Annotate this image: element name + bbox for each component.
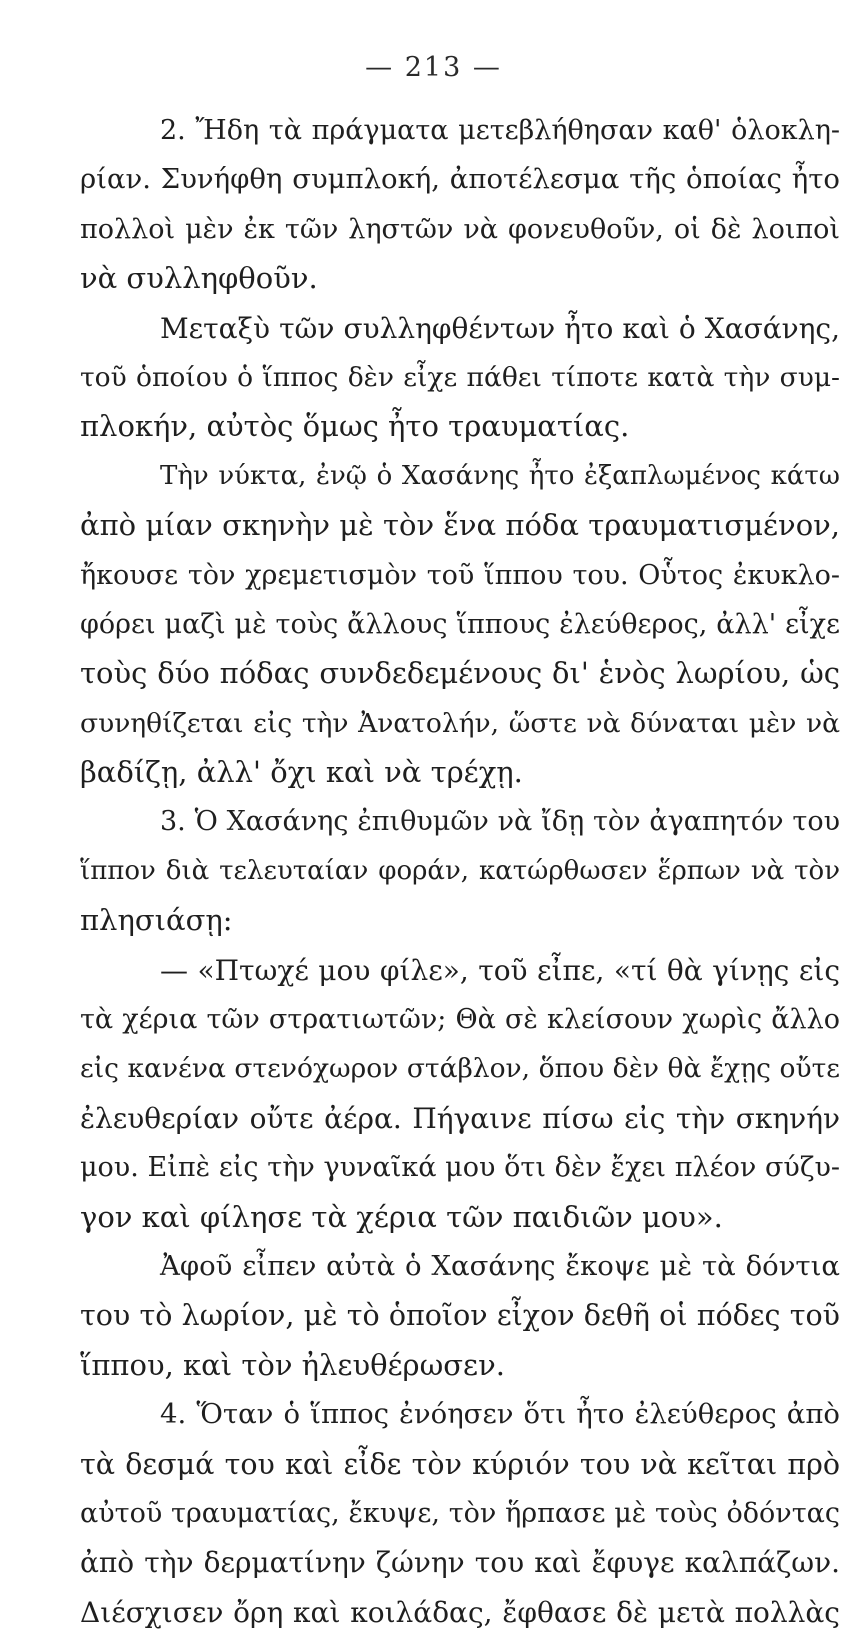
text-line: ρίαν. Συνήφθη συμπλοκή, ἀποτέλεσμα τῆς ὁποίας ἦτο [80, 163, 840, 196]
text-line: πλησιάσῃ: [80, 903, 233, 938]
text-line: νὰ συλληφθοῦν. [80, 261, 318, 296]
text-line: συνηθίζεται εἰς τὴν Ἀνατολήν, ὥστε νὰ δύναται μὲν νὰ [80, 707, 840, 739]
body-text [80, 106, 840, 1637]
text-line: μου. Εἰπὲ εἰς τὴν γυναῖκά μου ὅτι δὲν ἔχει πλέον σύζυ- [80, 1152, 840, 1184]
text-line: γον καὶ φίλησε τὰ χέρια τῶν παιδιῶν μου». [80, 1199, 723, 1234]
text-line: 2. Ἤδη τὰ πράγματα μετεβλήθησαν καθ' ὁλοκλη- [160, 115, 840, 146]
text-line: ἵππου, καὶ τὸν ἠλευθέρωσεν. [80, 1347, 505, 1382]
text-line: 3. Ὁ Χασάνης ἐπιθυμῶν νὰ ἴδῃ τὸν ἀγαπητόν του [160, 806, 840, 838]
text-line: βαδίζῃ, ἀλλ' ὄχι καὶ νὰ τρέχῃ. [80, 755, 523, 790]
text-line: πλοκήν, αὐτὸς ὅμως ἦτο τραυματίας. [80, 409, 630, 444]
text-line: ἀπὸ μίαν σκηνὴν μὲ τὸν ἕνα πόδα τραυματισμένον, [80, 508, 840, 543]
page-number: — 213 — [365, 52, 502, 83]
text-line: ἐλευθερίαν οὔτε ἀέρα. Πήγαινε πίσω εἰς τὴν σκηνήν [80, 1101, 840, 1135]
text-line: 4. Ὅταν ὁ ἵππος ἐνόησεν ὅτι ἦτο ἐλεύθερος ἀπὸ [160, 1398, 840, 1431]
text-line: Μεταξὺ τῶν συλληφθέντων ἦτο καὶ ὁ Χασάνης, [160, 311, 840, 345]
text-line: Ἀφοῦ εἶπεν αὐτὰ ὁ Χασάνης ἔκοψε μὲ τὰ δόντια [160, 1249, 840, 1282]
text-line: φόρει μαζὶ μὲ τοὺς ἄλλους ἵππους ἐλεύθερος, ἀλλ' εἶχε [80, 608, 840, 640]
text-line: πολλοὶ μὲν ἐκ τῶν ληστῶν νὰ φονευθοῦν, οἱ δὲ λοιποὶ [80, 213, 840, 245]
text-line: αὐτοῦ τραυματίας, ἔκυψε, τὸν ἥρπασε μὲ τοὺς ὀδόντας [80, 1497, 840, 1529]
text-line: τὰ δεσμά του καὶ εἶδε τὸν κύριόν του νὰ κεῖται πρὸ [80, 1447, 840, 1481]
text-line: ἀπὸ τὴν δερματίνην ζώνην του καὶ ἔφυγε καλπάζων. [80, 1546, 840, 1580]
text-line: — «Πτωχέ μου φίλε», τοῦ εἶπε, «τί θὰ γίνῃς εἰς [160, 953, 840, 987]
text-line: Διέσχισεν ὄρη καὶ κοιλάδας, ἔφθασε δὲ μετὰ πολλὰς [80, 1595, 840, 1629]
text-line: τοῦ ὁποίου ὁ ἵππος δὲν εἶχε πάθει τίποτε κατὰ τὴν συμ- [80, 361, 840, 393]
text-line: ἤκουσε τὸν χρεμετισμὸν τοῦ ἵππου του. Οὗτος ἐκυκλο- [80, 559, 840, 591]
text-line: τοὺς δύο πόδας συνδεδεμένους δι' ἑνὸς λωρίου, ὡς [80, 656, 840, 691]
text-line: τὰ χέρια τῶν στρατιωτῶν; Θὰ σὲ κλείσουν χωρὶς ἄλλο [80, 1004, 840, 1036]
text-line: Τὴν νύκτα, ἐνῷ ὁ Χασάνης ἦτο ἐξαπλωμένος κάτω [160, 460, 840, 491]
text-line: ἵππον διὰ τελευταίαν φοράν, κατώρθωσεν ἕρπων νὰ τὸν [80, 855, 840, 886]
text-line: εἰς κανένα στενόχωρον στάβλον, ὅπου δὲν θὰ ἔχῃς οὔτε [80, 1053, 840, 1085]
text-line: του τὸ λωρίον, μὲ τὸ ὁποῖον εἶχον δεθῆ οἱ πόδες τοῦ [80, 1299, 840, 1333]
